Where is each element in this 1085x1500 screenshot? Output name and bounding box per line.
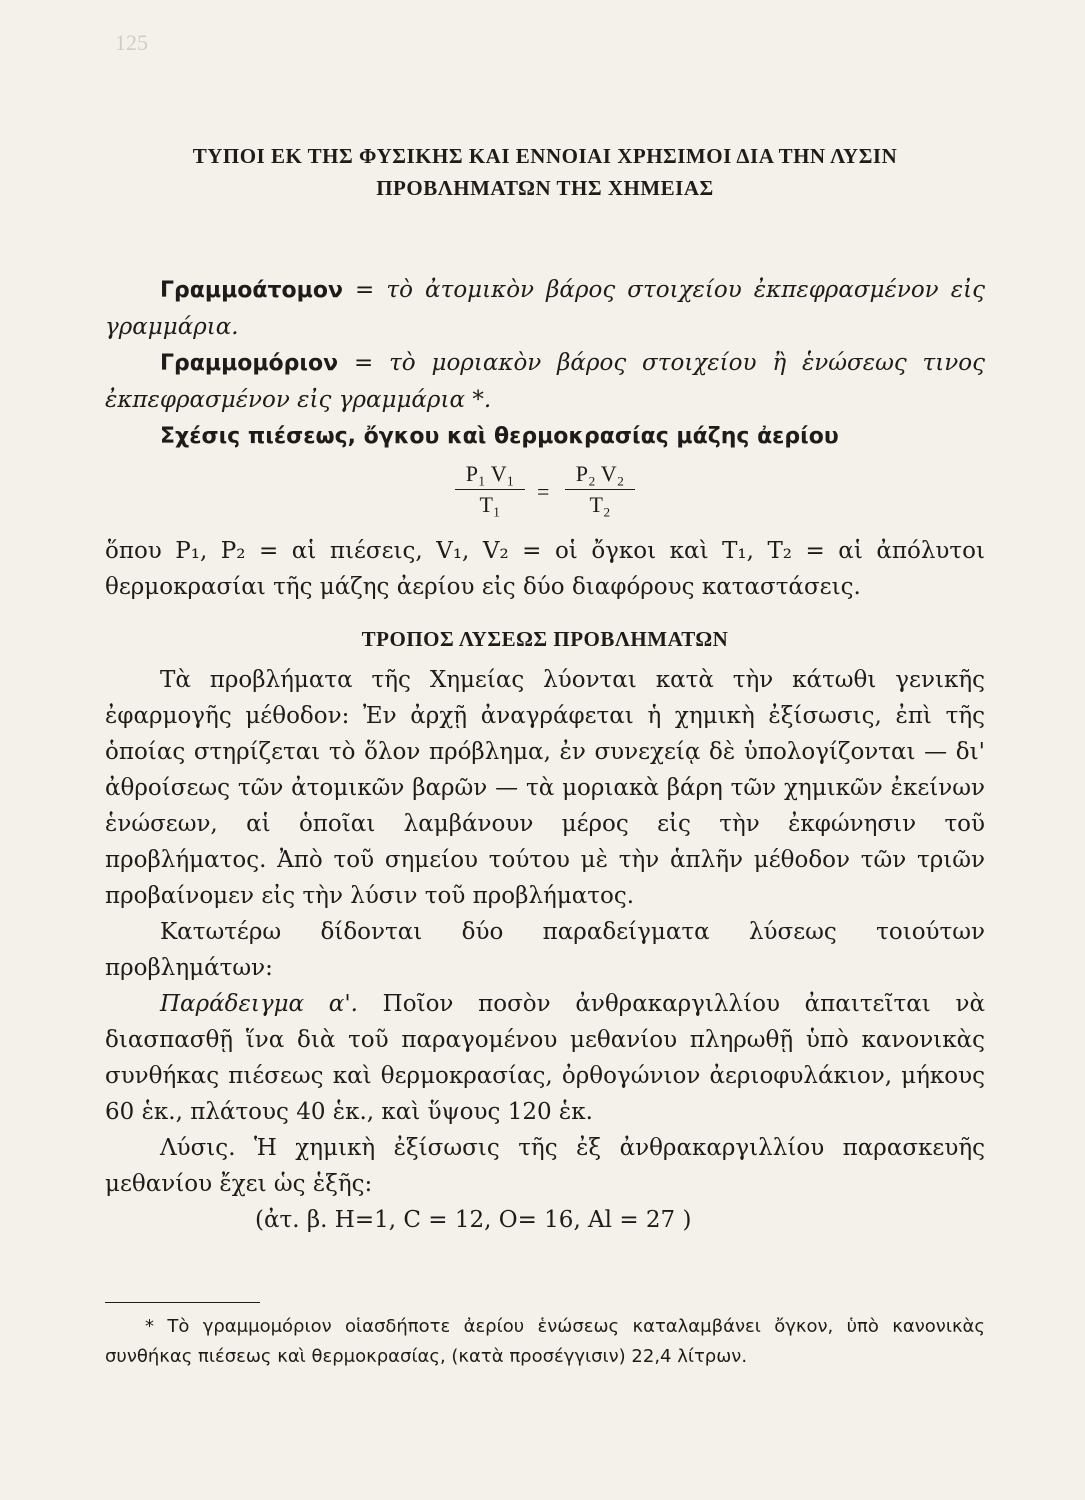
title-line-1: ΤΥΠΟΙ ΕΚ ΤΗΣ ΦΥΣΙΚΗΣ ΚΑΙ ΕΝΝΟΙΑΙ ΧΡΗΣΙΜΟΙ ΔΙΑ ΤΗΝ ΛΥΣΙΝ (192, 144, 898, 168)
gas-law-formula (455, 461, 985, 531)
method-paragraph: Τὰ προβλήματα τῆς Χημείας λύονται κατὰ τὴν κάτωθι γενικῆς ἐφαρμογῆς μέθοδον: Ἐν ἀρχῇ ἀναγράφεται ἡ χημικὴ ἐξίσωσις, ἐπὶ τῆς ὁποίας στηρίζεται τὸ ὅλον πρόβλημα, ἐν συνεχείᾳ δὲ ὑπολογίζονται — δι' ἀθροίσεως τῶν ἀτομικῶν βαρῶν — τὰ μοριακὰ βάρη τῶν χημικῶν ἐκείνων ἑνώσεων, αἱ ὁποῖαι λαμβάνουν μέρος εἰς τὴν ἐκφώνησιν τοῦ προβλήματος. Ἀπὸ τοῦ σημείου τούτου μὲ τὴν ἁπλῆν μέθοδον τῶν τριῶν προβαίνομεν εἰς τὴν λύσιν τοῦ προβλήματος. (105, 667, 985, 909)
gram-mole-term: Γραμμομόριον (160, 351, 339, 376)
examples-intro: Κατωτέρω δίδονται δύο παραδείγματα λύσεως τοιούτων προβλημάτων: (105, 919, 985, 981)
definitions (105, 272, 985, 455)
gas-relation-text: Σχέσις πιέσεως, ὄγκου καὶ θερμοκρασίας μάζης ἀερίου (160, 424, 839, 449)
gram-mole-definition (105, 345, 985, 418)
page-number: 125 (115, 30, 148, 55)
solution-text: Ἡ χημικὴ ἐξίσωσις τῆς ἐξ ἀνθρακαργιλλίου παρασκευῆς μεθανίου ἔχει ὡς ἑξῆς: (105, 1135, 985, 1197)
solution-paragraph (105, 1130, 985, 1202)
method-heading: ΤΡΟΠΟΣ ΛΥΣΕΩΣ ΠΡΟΒΛΗΜΑΤΩΝ (361, 627, 729, 651)
page-title (105, 140, 985, 204)
left-denominator: T₁ (479, 492, 501, 517)
left-fraction (455, 461, 525, 518)
equals-sign: = (537, 479, 550, 504)
footnote-text: * Τὸ γραμμομόριον οἱασδήποτε ἀερίου ἑνώσεως καταλαμβάνει ὄγκον, ὑπὸ κανονικὰς συνθήκας πιέσεως καὶ θερμοκρασίας, (κατὰ προσέγγισιν) 22,4 λίτρων. (105, 1316, 985, 1367)
formula-explanation: ὅπου P₁, P₂ = αἱ πιέσεις, V₁, V₂ = οἱ ὄγκοι καὶ T₁, T₂ = αἱ ἀπόλυτοι θερμοκρασίαι τῆς μάζης ἀερίου εἰς δύο διαφόρους καταστάσεις. (105, 538, 985, 600)
title-line-2: ΠΡΟΒΛΗΜΑΤΩΝ ΤΗΣ ΧΗΜΕΙΑΣ (376, 176, 714, 200)
gram-atom-term: Γραμμοάτομον (160, 278, 343, 303)
gas-relation-title (105, 418, 985, 455)
left-numerator: P₁ V₁ (455, 461, 525, 490)
right-denominator: T₂ (589, 492, 611, 517)
footnote (105, 1312, 985, 1372)
footnote-divider (105, 1302, 260, 1303)
right-fraction (565, 461, 635, 518)
right-numerator: P₂ V₂ (565, 461, 635, 490)
example-paragraph (105, 986, 985, 1130)
page-content (105, 140, 985, 1238)
gram-mole-text: = τὸ μοριακὸν βάρος στοιχείου ἢ ἑνώσεως τινος ἐκπεφρασμένον εἰς γραμμάρια *. (105, 350, 985, 413)
solution-label: Λύσις. (160, 1135, 236, 1161)
gram-atom-text: = τὸ ἀτομικὸν βάρος στοιχείου ἐκπεφρασμένον εἰς γραμμάρια. (105, 277, 985, 340)
example-label: Παράδειγμα α'. (160, 991, 358, 1017)
gram-atom-definition (105, 272, 985, 345)
example-text: Ποῖον ποσὸν ἀνθρακαργιλλίου ἀπαιτεῖται νὰ διασπασθῇ ἵνα διὰ τοῦ παραγομένου μεθανίου πληρωθῇ ὑπὸ κανονικὰς συνθήκας πιέσεως καὶ θερμοκρασίας, ὀρθογώνιον ἀεριοφυλάκιον, μήκους 60 ἑκ., πλάτους 40 ἑκ., καὶ ὕψους 120 ἑκ. (105, 991, 985, 1125)
atomic-weights: (ἀτ. β. H=1, C = 12, O= 16, Al = 27 ) (255, 1207, 692, 1233)
